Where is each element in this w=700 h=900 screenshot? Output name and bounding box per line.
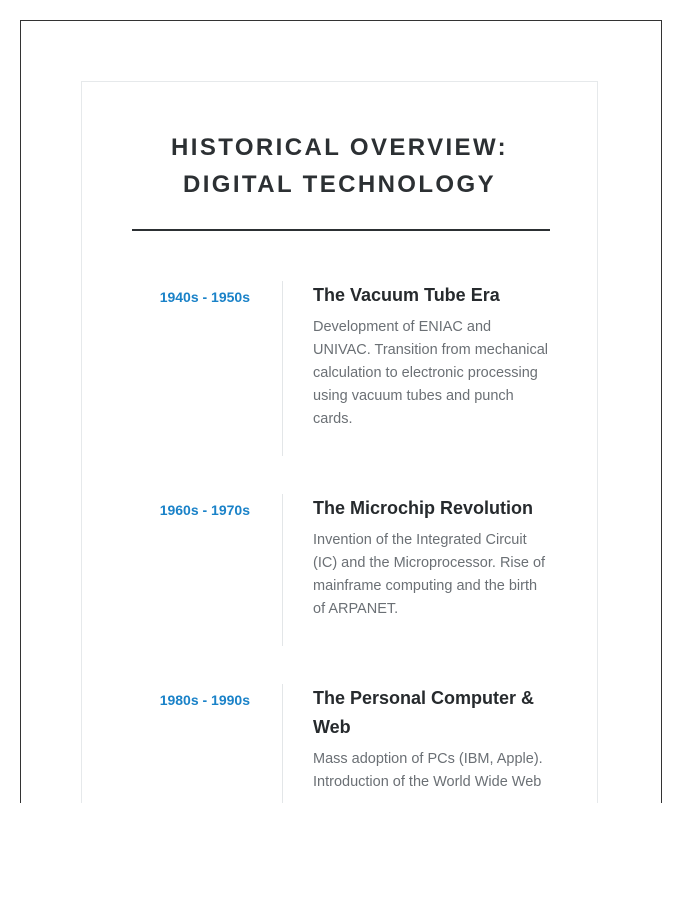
timeline-period: 1980s - 1990s: [159, 692, 250, 708]
timeline-content: [313, 684, 551, 794]
page-title: [82, 129, 597, 203]
timeline-line: [282, 684, 283, 803]
timeline-description: Mass adoption of PCs (IBM, Apple). Introduction of the World Wide Web: [313, 751, 543, 790]
page-title-line-1: HISTORICAL OVERVIEW:: [171, 134, 508, 161]
timeline-line: [282, 281, 283, 456]
timeline-period: 1940s - 1950s: [159, 289, 250, 305]
timeline-line: [282, 494, 283, 646]
timeline-heading: The Vacuum Tube Era: [313, 285, 500, 305]
page-title-line-2: DIGITAL TECHNOLOGY: [183, 171, 496, 198]
timeline-content: [313, 494, 551, 621]
title-divider: [132, 229, 550, 231]
timeline-heading: The Microchip Revolution: [313, 498, 534, 518]
timeline-period: 1960s - 1970s: [159, 502, 250, 518]
timeline-description: Invention of the Integrated Circuit (IC) and the Microprocessor. Rise of mainframe computing and the birth of ARPANET.: [313, 532, 546, 617]
document-viewport: [20, 20, 662, 803]
timeline-content: [313, 281, 551, 431]
timeline-description: Development of ENIAC and UNIVAC. Transition from mechanical calculation to electronic processing using vacuum tubes and punch cards.: [313, 319, 549, 427]
overview-card: [81, 81, 598, 803]
timeline-heading: The Personal Computer & Web: [313, 688, 535, 737]
